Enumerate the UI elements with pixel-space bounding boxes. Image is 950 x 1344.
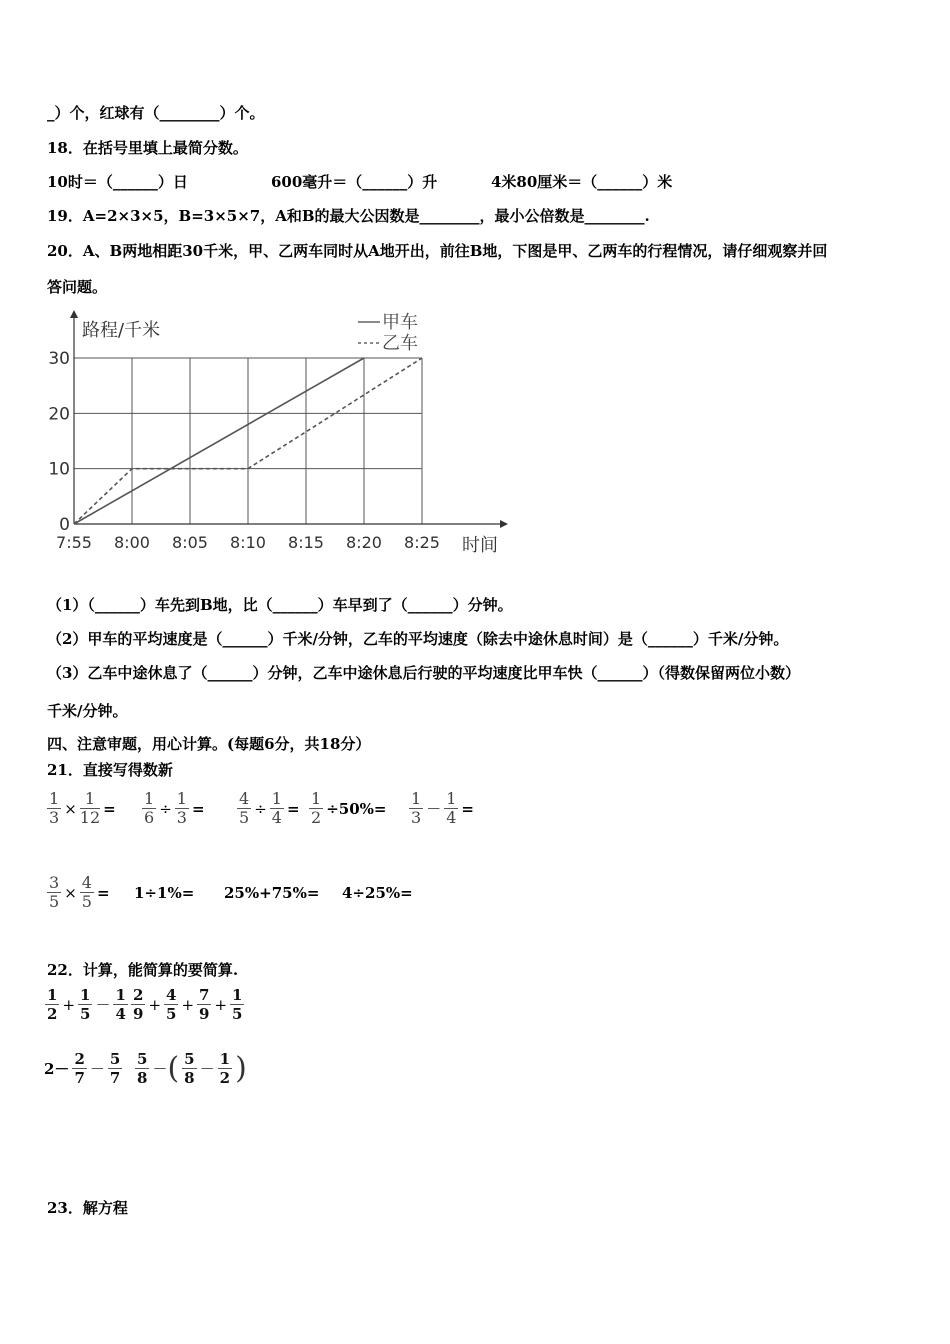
q21-row-2 (44, 874, 413, 911)
q18-item-2: 600毫升＝（______）升 (271, 173, 438, 191)
q21-expr-7: 1÷1%= (134, 883, 195, 902)
x-tick-2: 8:05 (172, 533, 208, 552)
legend-jia: 甲车 (382, 312, 418, 333)
x-tick-3: 8:10 (230, 533, 266, 552)
x-axis-label: 时间 (462, 535, 498, 556)
q20-sub-3b: 千米/分钟。 (47, 702, 128, 720)
y-tick-10: 10 (48, 459, 70, 480)
q22-expr-3: 2－ $\frac{2}{7}$ － $\frac{5}{7}$ (44, 1050, 121, 1087)
chart-grid (74, 358, 422, 524)
x-tick-5: 8:20 (346, 533, 382, 552)
q22-row-1 (42, 986, 247, 1023)
q21-row-1 (44, 790, 474, 827)
y-axis-label: 路程/千米 (82, 320, 161, 341)
q20-text-2: 答问题。 (47, 278, 108, 296)
legend-yi: 乙车 (382, 333, 418, 354)
q20-sub-1: （1）（______）车先到B地，比（______）车早到了（______）分钟。 (47, 596, 513, 614)
x-tick-0: 7:55 (56, 533, 92, 552)
series-jia (74, 358, 364, 524)
q21-expr-5: $\frac{1}{3}$ － $\frac{1}{4}$ = (411, 789, 474, 827)
q22-expr-1: $\frac{1}{2}$ + $\frac{1}{5}$ － $\frac{1}{4}$ (47, 986, 126, 1023)
x-tick-4: 8:15 (288, 533, 324, 552)
q21-expr-1: $\frac{1}{3}$ × $\frac{1}{12}$ = (49, 789, 116, 827)
x-tick-6: 8:25 (404, 533, 440, 552)
q22-expr-2: $\frac{2}{9}$ + $\frac{4}{5}$ + $\frac{7}{9}$ + $\frac{1}{5}$ (133, 986, 243, 1023)
q18-title: 18．在括号里填上最简分数。 (47, 139, 248, 157)
q22-title: 22．计算，能简算的要简算. (47, 961, 239, 979)
q21-expr-8: 25%+75%= (224, 883, 320, 902)
q17-tail: _）个，红球有（________）个。 (47, 104, 265, 122)
q21-expr-4: $\frac{1}{2}$ ÷50%= (311, 789, 387, 827)
q21-expr-2: $\frac{1}{6}$ ÷ $\frac{1}{3}$ = (144, 789, 205, 827)
q20-text-1: 20．A、B两地相距30千米，甲、乙两车同时从A地开出，前往B地，下图是甲、乙两车的行程情况，请仔细观察并回 (47, 242, 828, 260)
q18-item-3: 4米80厘米＝（______）米 (491, 173, 673, 191)
q21-expr-6: $\frac{3}{5}$ × $\frac{4}{5}$ = (49, 873, 110, 911)
q20-sub-3a: （3）乙车中途休息了（______）分钟，乙车中途休息后行驶的平均速度比甲车快（______）（得数保留两位小数） (47, 664, 800, 682)
travel-chart (40, 306, 520, 566)
section-4-title: 四、注意审题，用心计算。(每题6分，共18分） (47, 735, 371, 753)
q21-title: 21．直接写得数新 (47, 761, 173, 779)
q22-row-2 (44, 1050, 247, 1087)
q20-sub-2: （2）甲车的平均速度是（______）千米/分钟，乙车的平均速度（除去中途休息时间）是（______）千米/分钟。 (47, 630, 789, 648)
x-tick-1: 8:00 (114, 533, 150, 552)
q21-expr-3: $\frac{4}{5}$ ÷ $\frac{1}{4}$ = (239, 789, 300, 827)
x-axis-arrow (500, 520, 508, 528)
y-tick-0: 0 (59, 515, 70, 535)
q21-expr-9: 4÷25%= (342, 883, 413, 902)
y-tick-30: 30 (48, 349, 70, 369)
q18-item-1: 10时＝（______）日 (47, 173, 188, 191)
q23-title: 23．解方程 (47, 1199, 128, 1217)
q22-expr-4: $\frac{5}{8}$ － ( $\frac{5}{8}$ － $\frac{1}{2}$ ) (137, 1050, 247, 1087)
y-axis-arrow (70, 310, 78, 318)
q19: 19．A=2×3×5，B=3×5×7，A和B的最大公因数是________，最小公倍数是________. (47, 207, 650, 225)
y-tick-20: 20 (48, 404, 70, 425)
